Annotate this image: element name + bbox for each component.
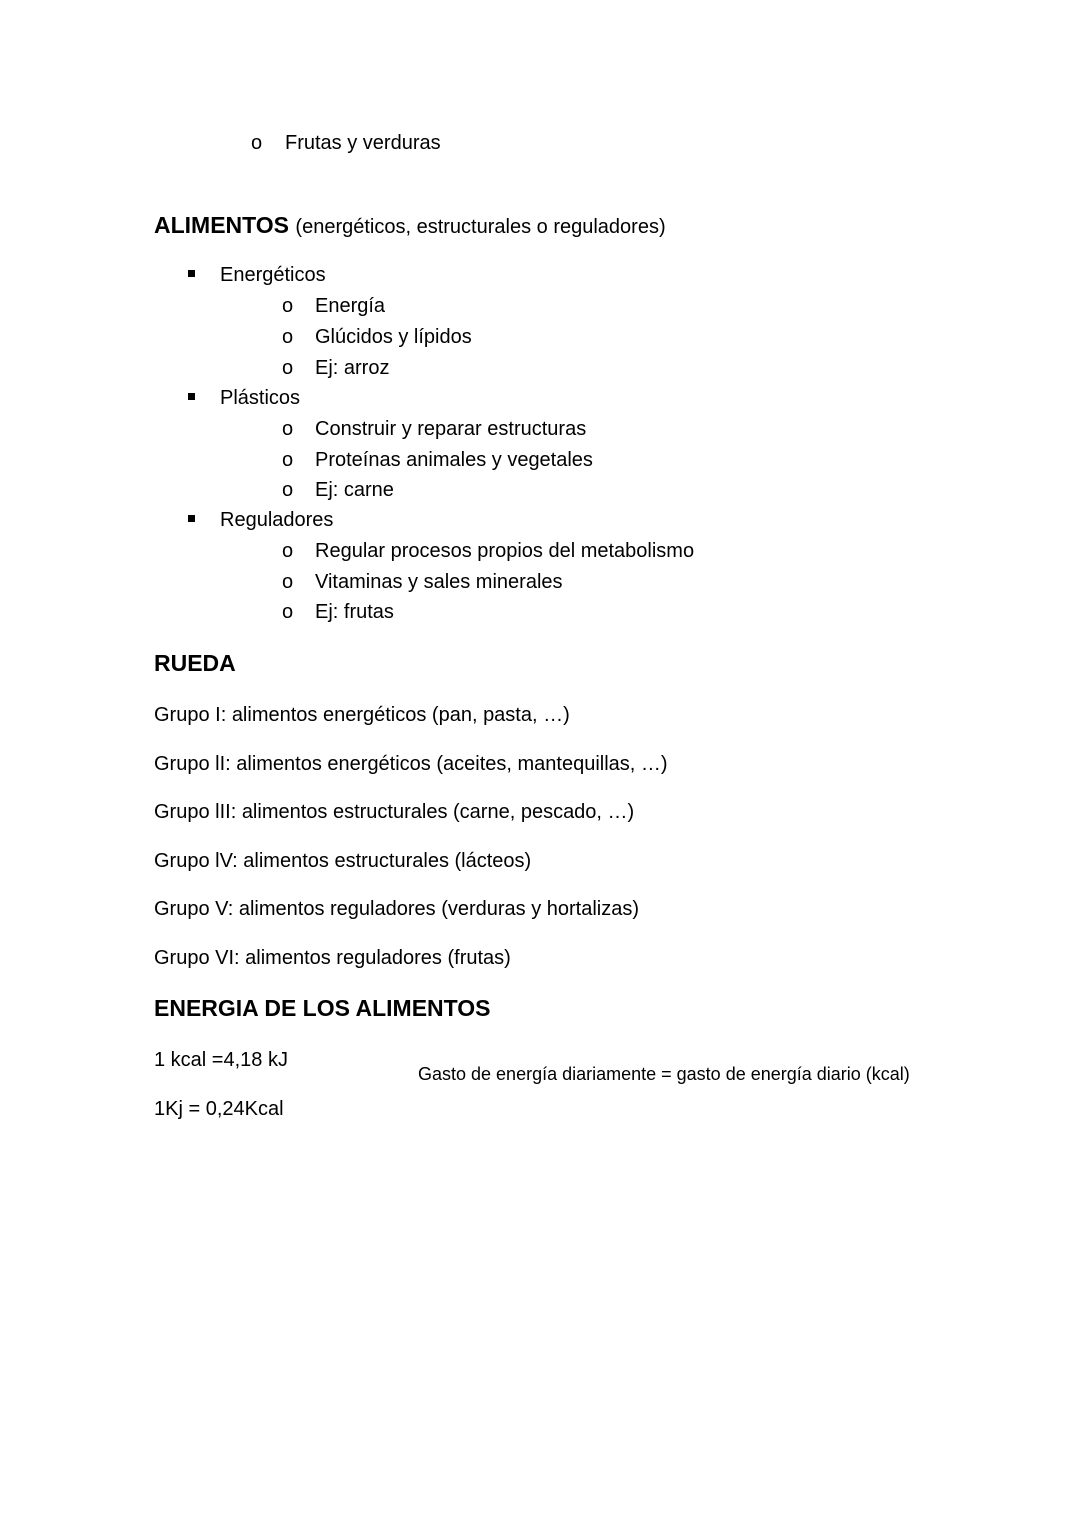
- rueda-line: Grupo lI: alimentos energéticos (aceites, mantequillas, …): [154, 753, 668, 775]
- list-bullet-circle: o: [282, 357, 294, 379]
- list-bullet-circle: o: [251, 132, 263, 154]
- list-item: Ej: arroz: [315, 357, 390, 379]
- list-item: Proteínas animales y vegetales: [315, 449, 593, 471]
- square-bullet-icon: [188, 515, 195, 522]
- list-bullet-circle: o: [282, 540, 294, 562]
- list-item: Energía: [315, 295, 386, 317]
- section-heading-rueda: RUEDA: [154, 650, 236, 676]
- group-label: Reguladores: [220, 509, 334, 531]
- heading-title: ALIMENTOS: [154, 212, 290, 238]
- energy-note: Gasto de energía diariamente = gasto de energía diario (kcal): [418, 1064, 910, 1084]
- section-heading-energia: ENERGIA DE LOS ALIMENTOS: [154, 995, 491, 1021]
- list-bullet-circle: o: [282, 479, 294, 501]
- rueda-line: Grupo VI: alimentos reguladores (frutas): [154, 947, 511, 969]
- rueda-line: Grupo I: alimentos energéticos (pan, pasta, …): [154, 704, 570, 726]
- conversion-kcal-to-kj: 1 kcal =4,18 kJ: [154, 1049, 288, 1071]
- list-item: Ej: carne: [315, 479, 394, 501]
- list-bullet-circle: o: [282, 326, 294, 348]
- rueda-line: Grupo lV: alimentos estructurales (lácteos): [154, 850, 532, 872]
- list-item: Vitaminas y sales minerales: [315, 571, 563, 593]
- list-bullet-circle: o: [282, 449, 294, 471]
- rueda-line: Grupo lII: alimentos estructurales (carne, pescado, …): [154, 801, 635, 823]
- group-label: Energéticos: [220, 264, 326, 286]
- list-item: Construir y reparar estructuras: [315, 418, 587, 440]
- list-item: Regular procesos propios del metabolismo: [315, 540, 695, 562]
- list-item: Frutas y verduras: [285, 132, 441, 154]
- square-bullet-icon: [188, 270, 195, 277]
- list-bullet-circle: o: [282, 601, 294, 623]
- group-label: Plásticos: [220, 387, 301, 409]
- list-item: Glúcidos y lípidos: [315, 326, 472, 348]
- list-bullet-circle: o: [282, 295, 294, 317]
- conversion-kj-to-kcal: 1Kj = 0,24Kcal: [154, 1098, 284, 1120]
- rueda-line: Grupo V: alimentos reguladores (verduras y hortalizas): [154, 898, 640, 920]
- list-item: Ej: frutas: [315, 601, 394, 623]
- heading-subtitle: (energéticos, estructurales o reguladores): [295, 216, 666, 238]
- list-bullet-circle: o: [282, 418, 294, 440]
- square-bullet-icon: [188, 393, 195, 400]
- section-heading-alimentos: [154, 211, 666, 241]
- list-bullet-circle: o: [282, 571, 294, 593]
